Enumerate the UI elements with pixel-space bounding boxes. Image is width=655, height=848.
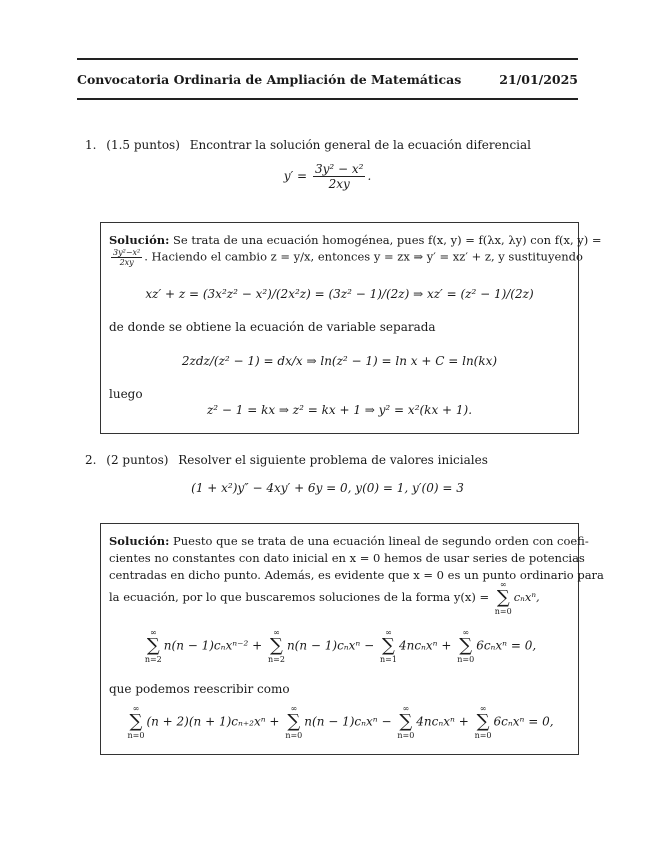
- exam-title: Convocatoria Ordinaria de Ampliación de Matemáticas: [77, 72, 462, 87]
- solution-2-line2: cientes no constantes con dato inicial en x = 0 hemos de usar series de potencias: [109, 551, 585, 565]
- solution-1-box: [100, 222, 602, 434]
- sum-symbol: ∞ ∑ n=2: [267, 628, 285, 664]
- problem-1-equation: y′ = $\frac{\text{3y² − x²}}{2xy}$ .: [283, 162, 372, 191]
- solution-1-line2: $\frac{\text{3y²−x²}}{2xy}$ . Haciendo el cambio z = y/x, entonces y = zx ⇒ y′ = xz′ + z, y sustituyendo: [113, 248, 583, 267]
- solution-2-box: [100, 523, 604, 755]
- solution-1-eq1: xz′ + z = (3x²z² − x²)/(2x²z) = (3z² − 1)/(2z) ⇒ xz′ = (z² − 1)/(2z): [145, 287, 534, 301]
- problem-2-equation: (1 + x²)y″ − 4xy′ + 6y = 0, y(0) = 1, y′(0) = 3: [191, 481, 464, 495]
- exam-date: 21/01/2025: [499, 72, 578, 87]
- solution-2-eq2: ∞ ∑ n=0 (n + 2)(n + 1)cₙ₊₂xⁿ + ∞ ∑ n=0 n(n − 1)cₙxⁿ − ∞ ∑ n=0 4ncₙxⁿ + ∞ ∑ n=0 6cₙxⁿ = 0,: [127, 704, 554, 740]
- solution-2-line3: centradas en dicho punto. Además, es evidente que x = 0 es un punto ordinario para: [109, 568, 604, 582]
- problem-2-number: 2.: [85, 453, 97, 467]
- solution-2-eq1: ∞ ∑ n=2 n(n − 1)cₙxⁿ⁻² + ∞ ∑ n=2 n(n − 1)cₙxⁿ − ∞ ∑ n=1 4ncₙxⁿ + ∞ ∑ n=0 6cₙxⁿ = 0,: [144, 628, 537, 664]
- solution-1-label: Solución:: [109, 233, 170, 247]
- solution-1-text3: luego: [109, 387, 143, 401]
- solution-2-text2: que podemos reescribir como: [109, 682, 290, 696]
- problem-2-points: (2 puntos): [106, 453, 169, 467]
- sum-symbol: ∞ ∑ n=0: [494, 580, 512, 616]
- page-header: [77, 72, 578, 87]
- sum-symbol: ∞ ∑ n=0: [127, 704, 145, 740]
- sum-symbol: ∞ ∑ n=0: [285, 704, 303, 740]
- sum-symbol: ∞ ∑ n=0: [474, 704, 492, 740]
- problem-2-statement: [85, 453, 488, 467]
- sum-symbol: ∞ ∑ n=0: [397, 704, 415, 740]
- solution-2-line1: Solución: Puesto que se trata de una ecuación lineal de segundo orden con coefi-: [109, 534, 589, 548]
- problem-2-text: Resolver el siguiente problema de valores iniciales: [178, 453, 488, 467]
- problem-1-points: (1.5 puntos): [106, 138, 180, 152]
- solution-2-line4: la ecuación, por lo que buscaremos soluciones de la forma y(x) = ∞ ∑ n=0 cₙxⁿ,: [109, 580, 540, 616]
- sum-symbol: ∞ ∑ n=1: [380, 628, 397, 664]
- problem-1-number: 1.: [85, 138, 97, 152]
- sum-symbol: ∞ ∑ n=0: [457, 628, 475, 664]
- problem-1-text: Encontrar la solución general de la ecuación diferencial: [189, 138, 531, 152]
- solution-1-text2: de donde se obtiene la ecuación de variable separada: [109, 320, 436, 334]
- header-rule-top: [77, 58, 578, 60]
- problem-1-statement: [85, 138, 531, 152]
- solution-1-eq2: 2zdz/(z² − 1) = dx/x ⇒ ln(z² − 1) = ln x + C = ln(kx): [181, 354, 498, 368]
- solution-2-label: Solución:: [109, 534, 170, 548]
- solution-1-eq3: z² − 1 = kx ⇒ z² = kx + 1 ⇒ y² = x²(kx + 1).: [206, 403, 473, 417]
- solution-1-line1: Solución: Se trata de una ecuación homogénea, pues f(x, y) = f(λx, λy) con f(x, y) =: [109, 233, 602, 247]
- sum-symbol: ∞ ∑ n=2: [144, 628, 162, 664]
- header-rule-bottom: [77, 98, 578, 100]
